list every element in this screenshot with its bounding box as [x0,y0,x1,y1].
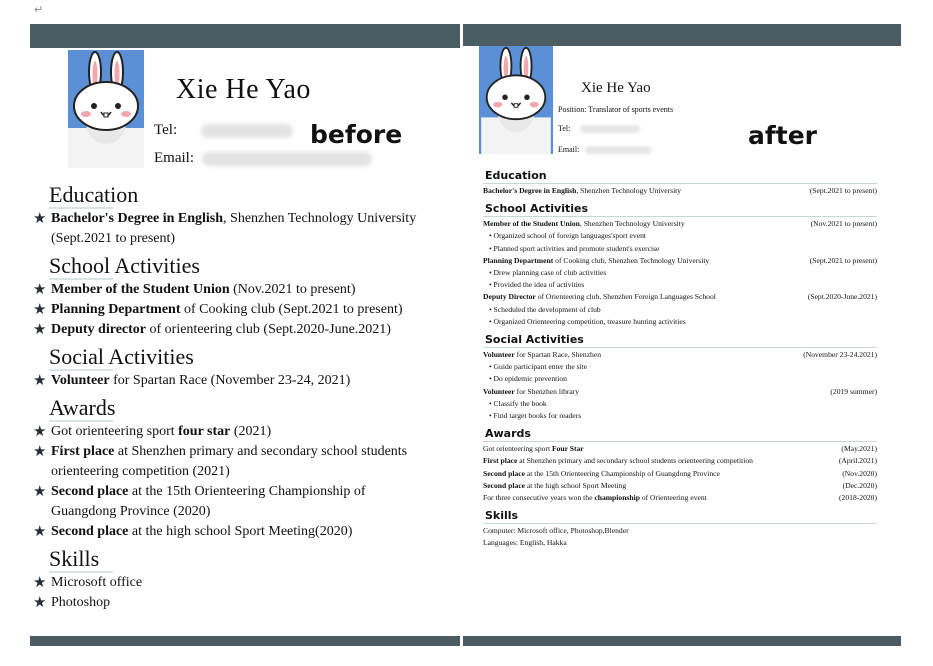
list-item [33,320,457,340]
text: of Cooking club, Shenzhen Technology University [553,255,710,265]
profile-photo [68,50,144,168]
bold-text: Member of the Student Union [483,219,580,229]
position-line: Position: Translator of sports events [558,105,674,114]
star-icon: ★ [33,575,47,591]
text: Guangdong Province (2020) [51,504,211,519]
section [33,546,457,613]
tel-redacted [580,125,640,133]
entry-date: (2019 summer) [830,386,877,396]
entry-text [483,443,584,455]
profile-photo [479,46,553,154]
section [481,332,879,422]
entry-date: (Nov.2020) [842,468,877,478]
list-item [33,209,457,249]
star-icon: ★ [33,444,47,460]
section-title: Social Activities [485,333,584,347]
section-rule [483,183,877,184]
list-item [33,482,457,522]
section-rule [483,216,877,217]
after-content [481,168,879,554]
item-line [51,320,457,340]
entry-text [483,492,707,504]
section-title: Skills [485,509,519,523]
entry-text [483,255,709,267]
entry-text [483,480,626,492]
section-title: Education [485,169,547,182]
text: at Shenzhen primary and secondary school students [114,444,408,459]
list-item [33,522,457,542]
section-title: Awards [49,395,457,422]
bold-text: Bachelor's Degree in English [51,211,224,226]
star-icon: ★ [33,484,47,500]
text: (Sept.2021 to present) [51,231,176,246]
text: Got orienteering sport [51,424,179,439]
text: , Shenzhen Technology University [579,219,685,229]
bold-text: Planning Department [483,255,554,265]
entry-row [481,291,879,303]
list-item [33,593,457,613]
entry-text [483,468,720,480]
item-line [51,209,457,229]
tel-line [154,122,293,139]
bullet-item: • Provided the idea of activities [489,280,585,290]
entry-row [481,386,879,398]
bullet-item: • Guide participant enter the site [489,362,588,372]
section [481,426,879,504]
star-icon: ★ [33,424,47,440]
section-title: Skills [49,546,457,573]
entry-text [483,218,685,230]
bold-text: First place [51,444,115,459]
bold-text: Volunteer [51,373,110,388]
section-title: Social Activities [49,344,457,371]
email-label: Email: [558,145,580,154]
star-icon: ★ [33,524,47,540]
section-rule [483,347,877,348]
entry-date: (Nov.2021 to present) [810,219,877,229]
bold-text: Second place [483,468,525,478]
section [481,168,879,197]
bold-text: Deputy director [51,322,146,337]
bullet-item: • Planned sport activities and promote student's exercise [489,243,660,253]
entry-text [483,455,753,467]
entry-date: (November 23-24.2021) [803,350,877,360]
entry-row [481,255,879,267]
entry-text [483,386,579,398]
entry-row [481,468,879,480]
entry-date: (Sept.2021 to present) [809,186,877,195]
section-title: School Activities [485,202,589,216]
list-item [33,442,457,482]
entry-date: (Sept.2020-June.2021) [807,292,877,302]
entry-row [481,443,879,455]
item-line [51,593,457,613]
section-title: Awards [485,427,531,441]
text: for Shenzhen library [514,386,580,396]
bullet-item: • Find target books for readers [489,411,582,421]
email-line [154,150,372,167]
text: (2021) [230,424,272,439]
item-line [51,522,457,542]
text: Got orienteering sport [483,444,552,454]
list-item [33,371,457,391]
text: (Nov.2021 to present) [229,282,356,297]
tel-label: Tel: [154,122,178,138]
bullet-item: • Scheduled the development of club [489,304,601,314]
bold-text: Deputy Director [483,292,536,302]
entry-row [481,492,879,504]
return-mark: ↵ [34,3,44,16]
plain-line: Computer: Microsoft office, Photoshop,Blender [483,526,629,536]
section-rule [483,441,877,442]
item-line [51,502,457,522]
item-line [51,422,457,442]
bold-text: four star [178,424,231,439]
text: at the 15th Orienteering Championship of [128,484,366,499]
footer-bar [30,636,460,646]
item-line [51,573,457,593]
item-line [51,482,457,502]
bold-text: Member of the Student Union [51,282,230,297]
entry-row [481,218,879,230]
bullet-item: • Organized school of foreign languages'sport event [489,231,646,241]
list-item [33,280,457,300]
text: of orienteering club (Sept.2020-June.2021) [146,322,391,337]
bullet-item: • Organized Orienteering competition, treasure hunting activities [489,316,686,326]
entry-date: (2018-2020) [839,493,877,503]
text: at the high school Sport Meeting [524,480,627,490]
item-line [51,300,457,320]
text: of Cooking club (Sept.2021 to present) [180,302,403,317]
bullet-item: • Do epidemic prevention [489,374,567,384]
resume-after [463,24,901,646]
resume-before [30,24,460,646]
section-rule [483,523,877,524]
star-icon: ★ [33,211,47,227]
entry-text [483,185,681,197]
item-line [51,371,457,391]
bunny-avatar-icon [479,46,553,154]
text: for Spartan Race, Shenzhen [514,350,602,360]
section [33,344,457,391]
bold-text: First place [483,456,518,466]
star-icon: ★ [33,373,47,389]
email-label: Email: [154,150,194,166]
text: orienteering competition (2021) [51,464,230,479]
bunny-avatar-icon [68,50,144,168]
bold-text: Volunteer [483,350,515,360]
before-label: before [310,120,403,149]
item-line [51,229,457,249]
tel-redacted [201,124,293,138]
bold-text: Four Star [551,444,584,454]
bold-text: Second place [483,480,525,490]
text: at the 15th Orienteering Championship of Guangdong Province [524,468,720,478]
section [33,182,457,249]
bold-text: Volunteer [483,386,515,396]
list-item [33,300,457,320]
text: for Spartan Race (November 23-24, 2021) [109,373,351,388]
bold-text: Second place [51,484,129,499]
star-icon: ★ [33,302,47,318]
entry-date: (May.2021) [841,444,877,454]
entry-row [481,455,879,467]
star-icon: ★ [33,595,47,611]
item-line [51,442,457,462]
text: Photoshop [51,595,111,610]
text: , Shenzhen Technology University [576,186,682,195]
section-title: Education [49,182,457,209]
text: at Shenzhen primary and secondary school students orienteering competition [517,456,753,466]
section [481,508,879,549]
section [33,253,457,340]
entry-row [481,185,879,197]
text: of Orienteering event [639,493,707,503]
entry-row [481,349,879,361]
bullet-item: • Classify the book [489,398,547,408]
entry-date: (Sept.2021 to present) [809,255,877,265]
before-content [33,178,457,613]
entry-date: (April.2021) [838,456,877,466]
bold-text: championship [594,493,640,503]
bullet-item: • Drew planning case of club activities [489,268,607,278]
footer-bar [463,636,901,646]
entry-text [483,349,601,361]
list-item [33,422,457,442]
item-line [51,280,457,300]
header-bar [463,24,901,46]
star-icon: ★ [33,282,47,298]
email-redacted [202,152,372,166]
star-icon: ★ [33,322,47,338]
after-label: after [748,121,817,150]
name-heading: Xie He Yao [176,74,311,105]
entry-row [481,480,879,492]
section [33,395,457,542]
text: at the high school Sport Meeting(2020) [128,524,353,539]
header-bar [30,24,460,48]
text: Microsoft office [51,575,143,590]
item-line [51,462,457,482]
plain-line: Languages: English, Hakka [483,538,567,548]
text: For three consecutive years won the [483,493,595,503]
email-line [558,145,651,154]
name-heading: Xie He Yao [581,80,651,96]
entry-text [483,291,716,303]
tel-line [558,124,640,133]
bold-text: Planning Department [51,302,181,317]
bold-text: Bachelor's Degree in English [483,186,577,195]
section-title: School Activities [49,253,457,280]
email-redacted [585,146,651,154]
list-item [33,573,457,593]
text: , Shenzhen Technology University [223,211,417,226]
entry-date: (Dec.2020) [842,480,877,490]
bold-text: Second place [51,524,129,539]
section [481,201,879,328]
text: of Orienteering club, Shenzhen Foreign Languages School [535,292,716,302]
tel-label: Tel: [558,124,571,133]
